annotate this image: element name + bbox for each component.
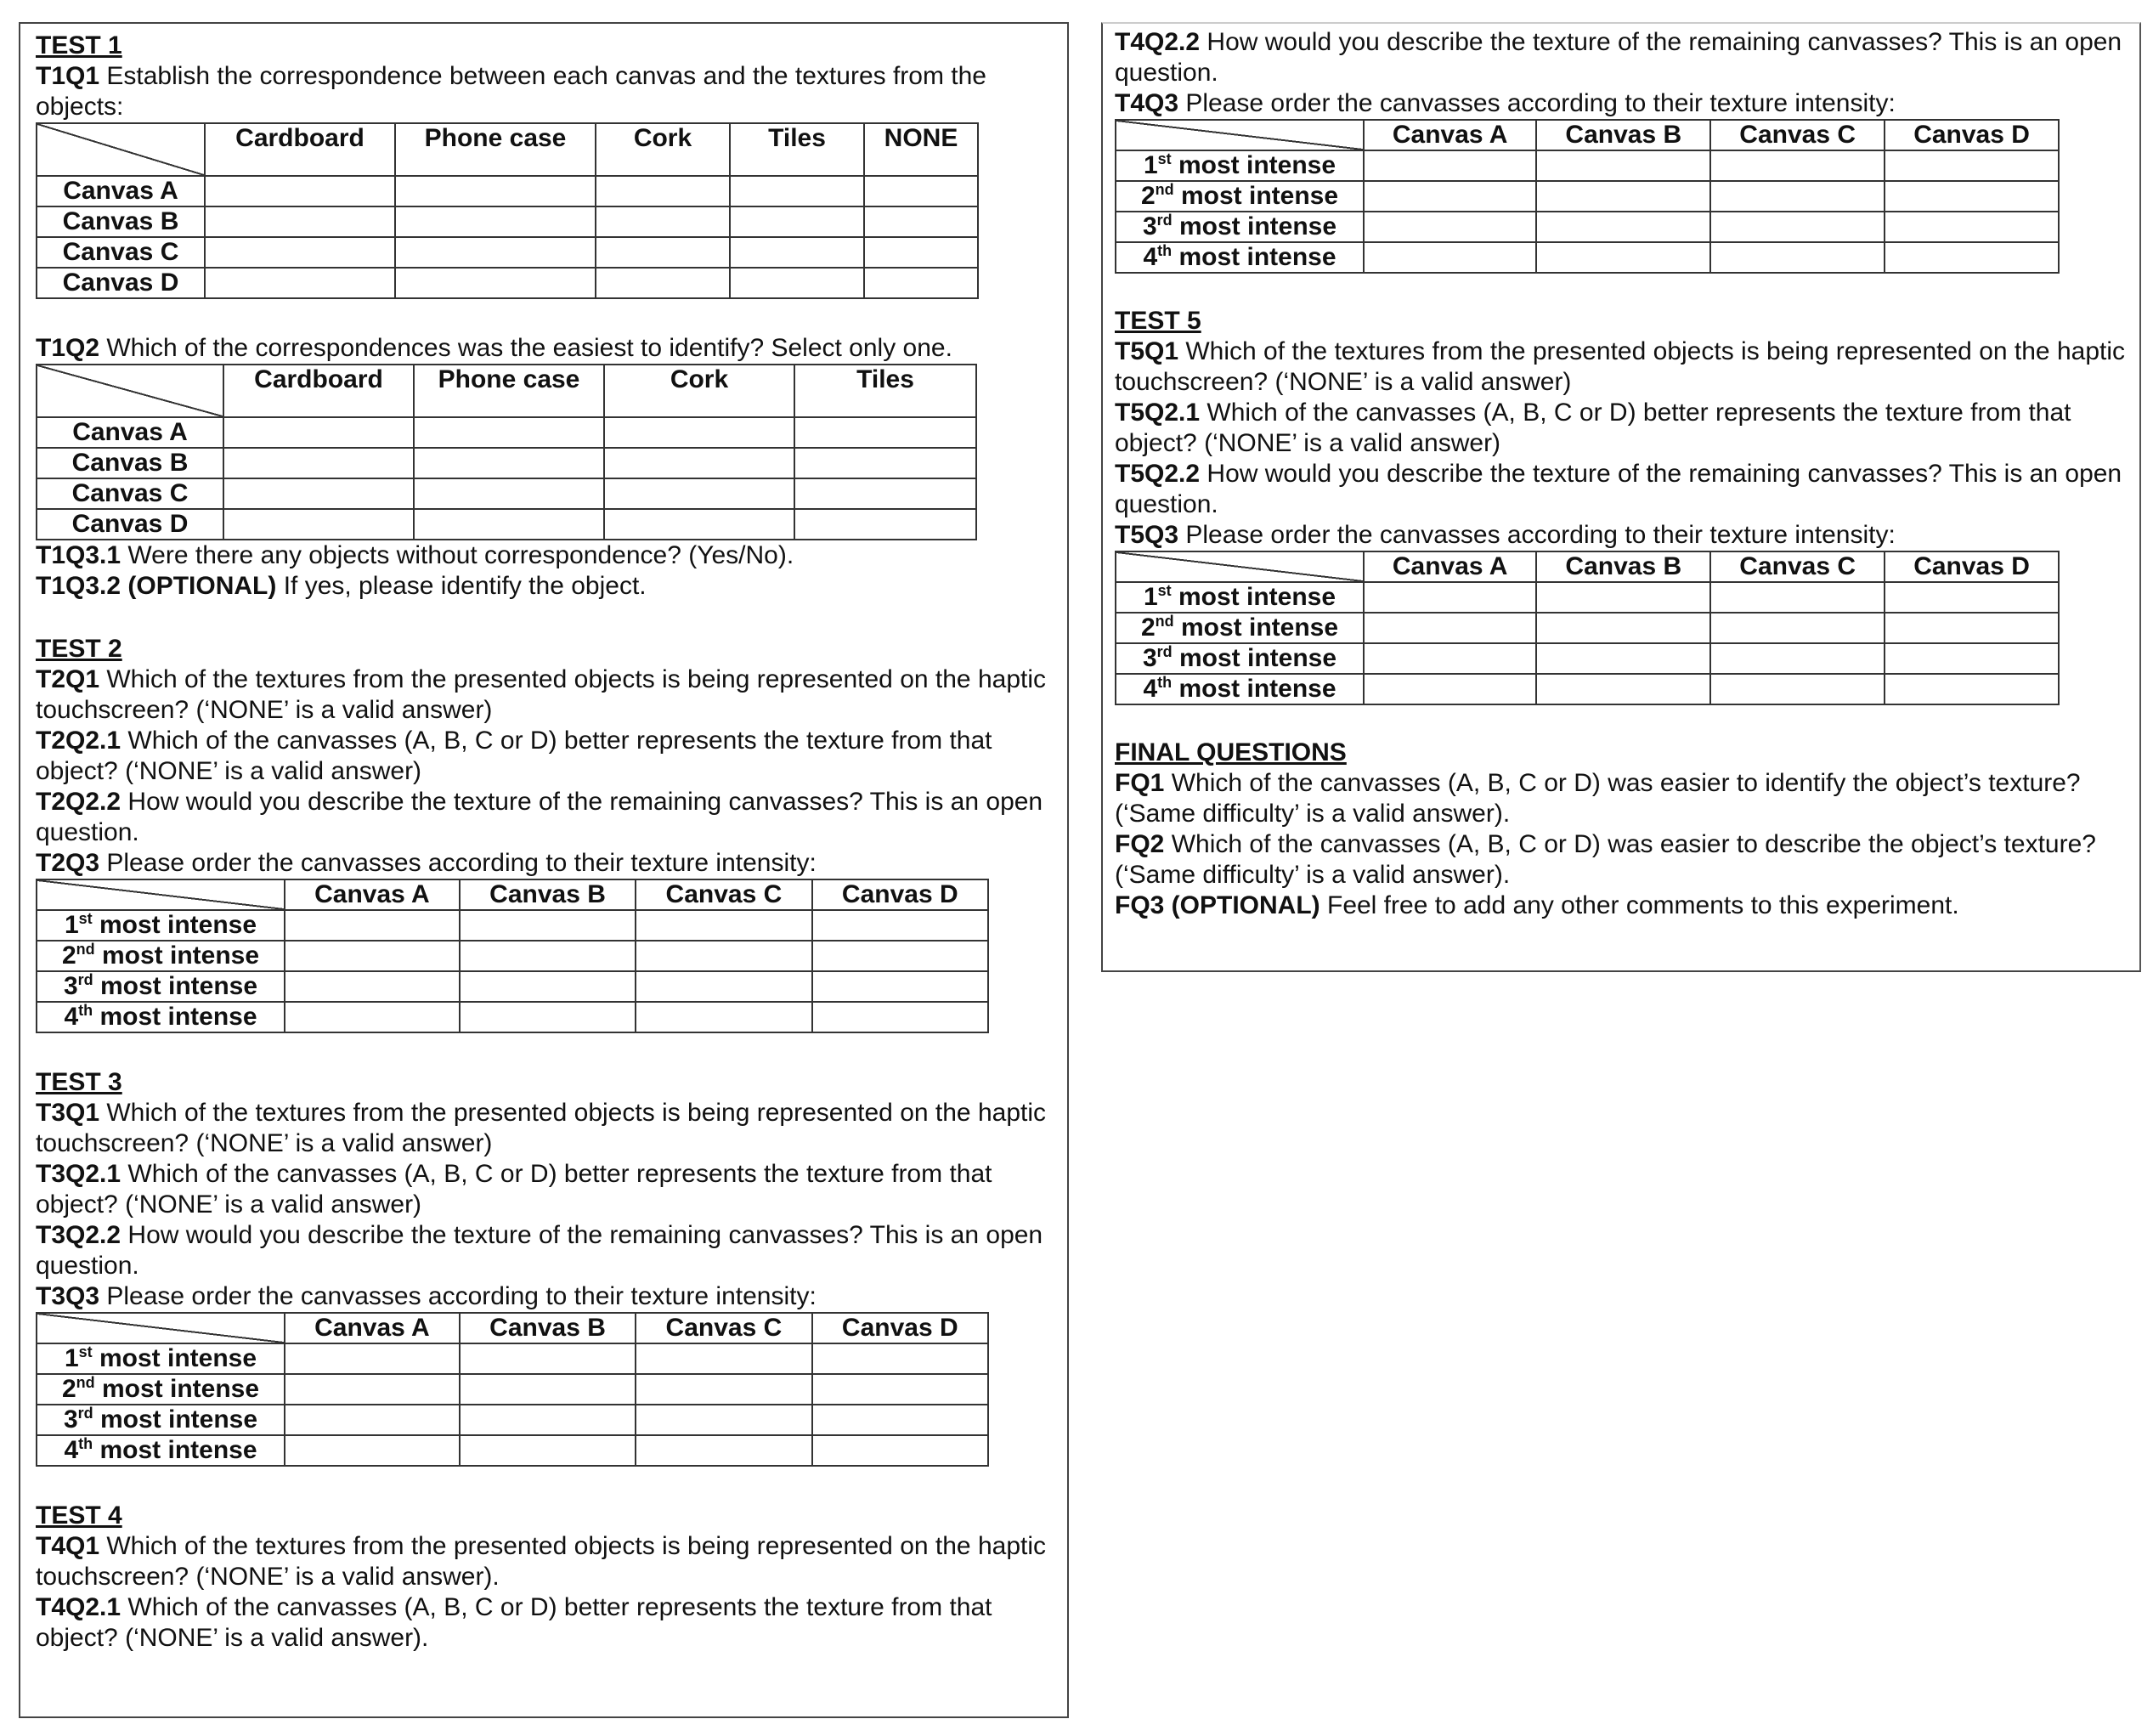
table-corner [1116, 120, 1364, 150]
t3q22-question: T3Q2.2 How would you describe the texture of the remaining canvasses? This is an open question. [36, 1221, 1043, 1280]
table-row [37, 448, 976, 478]
t3q1-question: T3Q1 Which of the textures from the presented objects is being represented on the haptic touchscreen? (‘NONE’ is a valid answer) [36, 1099, 1047, 1157]
answer-cell[interactable] [604, 417, 794, 448]
answer-cell[interactable] [1364, 181, 1536, 212]
t2q3-table [36, 879, 989, 1033]
table-row [37, 206, 978, 237]
row-label: 2nd most intense [1116, 181, 1364, 212]
answer-cell[interactable] [1364, 674, 1536, 704]
answer-cell[interactable] [460, 1435, 636, 1466]
answer-cell[interactable] [636, 1374, 811, 1405]
table-corner [37, 365, 223, 417]
row-label: 2nd most intense [37, 1374, 285, 1405]
row-label: 1st most intense [1116, 582, 1364, 613]
answer-cell[interactable] [414, 478, 604, 509]
answer-cell[interactable] [460, 1374, 636, 1405]
col-header: Canvas A [285, 1313, 460, 1343]
answer-cell[interactable] [285, 971, 460, 1002]
row-label: 4th most intense [37, 1435, 285, 1466]
answer-cell[interactable] [285, 1002, 460, 1032]
answer-cell[interactable] [285, 1435, 460, 1466]
table-row [37, 176, 978, 206]
row-label: 3rd most intense [1116, 643, 1364, 674]
answer-cell[interactable] [460, 941, 636, 971]
col-header: Canvas D [812, 879, 988, 910]
answer-cell[interactable] [864, 176, 978, 206]
t4q3-question: T4Q3 Please order the canvasses according to their texture intensity: [1115, 89, 1896, 117]
col-header: Canvas A [1364, 551, 1536, 582]
answer-cell[interactable] [285, 1343, 460, 1374]
answer-cell[interactable] [285, 1405, 460, 1435]
answer-cell[interactable] [794, 509, 976, 540]
answer-cell[interactable] [1536, 643, 1710, 674]
answer-cell[interactable] [1536, 242, 1710, 273]
answer-cell[interactable] [864, 237, 978, 268]
row-label: Canvas C [37, 237, 205, 268]
left-column [19, 22, 1069, 1718]
answer-cell[interactable] [636, 971, 811, 1002]
answer-cell[interactable] [812, 910, 988, 941]
col-header: Canvas D [1885, 120, 2059, 150]
answer-cell[interactable] [1536, 613, 1710, 643]
answer-cell[interactable] [285, 941, 460, 971]
answer-cell[interactable] [460, 910, 636, 941]
answer-cell[interactable] [1364, 242, 1536, 273]
t1q1-question: T1Q1 Establish the correspondence between each canvas and the textures from the objects: [36, 62, 986, 121]
table-row [1116, 181, 2059, 212]
row-label: 1st most intense [1116, 150, 1364, 181]
table-row [37, 478, 976, 509]
row-label: 1st most intense [37, 1343, 285, 1374]
fq1-question: FQ1 Which of the canvasses (A, B, C or D) was easier to identify the object’s texture? (‘Same difficulty’ is a valid answer). [1115, 769, 2081, 828]
answer-cell[interactable] [460, 971, 636, 1002]
t5q1-question: T5Q1 Which of the textures from the presented objects is being represented on the haptic touchscreen? (‘NONE’ is a valid answer) [1115, 337, 2126, 396]
answer-cell[interactable] [223, 448, 414, 478]
answer-cell[interactable] [604, 509, 794, 540]
final-questions-heading: FINAL QUESTIONS [1115, 738, 1347, 766]
t5q22-question: T5Q2.2 How would you describe the texture of the remaining canvasses? This is an open question. [1115, 460, 2122, 518]
answer-cell[interactable] [812, 1343, 988, 1374]
answer-cell[interactable] [794, 478, 976, 509]
col-header: Tiles [794, 365, 976, 417]
test1-heading: TEST 1 [36, 31, 122, 59]
answer-cell[interactable] [596, 237, 730, 268]
row-label: 3rd most intense [1116, 212, 1364, 242]
table-row [1116, 582, 2059, 613]
t1q31-question: T1Q3.1 Were there any objects without correspondence? (Yes/No). [36, 541, 794, 569]
answer-cell[interactable] [864, 206, 978, 237]
t2q3-question: T2Q3 Please order the canvasses according to their texture intensity: [36, 849, 817, 877]
answer-cell[interactable] [395, 176, 596, 206]
answer-cell[interactable] [223, 509, 414, 540]
col-header: Cork [596, 123, 730, 176]
answer-cell[interactable] [205, 268, 395, 298]
answer-cell[interactable] [636, 910, 811, 941]
answer-cell[interactable] [730, 268, 864, 298]
table-row [37, 1374, 988, 1405]
answer-cell[interactable] [1536, 674, 1710, 704]
col-header: Cork [604, 365, 794, 417]
answer-cell[interactable] [1885, 150, 2059, 181]
answer-cell[interactable] [794, 417, 976, 448]
table-row [1116, 242, 2059, 273]
answer-cell[interactable] [636, 1405, 811, 1435]
answer-cell[interactable] [1885, 643, 2059, 674]
answer-cell[interactable] [1885, 212, 2059, 242]
answer-cell[interactable] [395, 268, 596, 298]
row-label: 3rd most intense [37, 971, 285, 1002]
t2q1-question: T2Q1 Which of the textures from the presented objects is being represented on the haptic touchscreen? (‘NONE’ is a valid answer) [36, 665, 1047, 724]
col-header: Canvas C [1710, 120, 1885, 150]
answer-cell[interactable] [1536, 582, 1710, 613]
answer-cell[interactable] [205, 176, 395, 206]
row-label: Canvas D [37, 509, 223, 540]
test2-heading: TEST 2 [36, 635, 122, 663]
answer-cell[interactable] [636, 1343, 811, 1374]
test3-heading: TEST 3 [36, 1068, 122, 1096]
row-label: Canvas A [37, 176, 205, 206]
t5q21-question: T5Q2.1 Which of the canvasses (A, B, C or D) better represents the texture from that object? (‘NONE’ is a valid answer) [1115, 399, 2071, 457]
answer-cell[interactable] [1710, 674, 1885, 704]
answer-cell[interactable] [812, 971, 988, 1002]
col-header: Canvas B [460, 879, 636, 910]
answer-cell[interactable] [1710, 150, 1885, 181]
t2q21-question: T2Q2.1 Which of the canvasses (A, B, C or D) better represents the texture from that object? (‘NONE’ is a valid answer) [36, 727, 992, 785]
fq2-question: FQ2 Which of the canvasses (A, B, C or D) was easier to describe the object’s texture? (‘Same difficulty’ is a valid answer). [1115, 830, 2096, 889]
t4q1-question: T4Q1 Which of the textures from the presented objects is being represented on the haptic touchscreen? (‘NONE’ is a valid answer). [36, 1532, 1047, 1591]
col-header: Canvas A [285, 879, 460, 910]
col-header: Canvas C [636, 1313, 811, 1343]
answer-cell[interactable] [1885, 582, 2059, 613]
col-header: Canvas D [812, 1313, 988, 1343]
answer-cell[interactable] [864, 268, 978, 298]
t1q2-table [36, 364, 977, 540]
table-row [1116, 674, 2059, 704]
answer-cell[interactable] [636, 1435, 811, 1466]
table-row [37, 971, 988, 1002]
table-corner [1116, 551, 1364, 582]
answer-cell[interactable] [596, 206, 730, 237]
col-header: Phone case [395, 123, 596, 176]
answer-cell[interactable] [1885, 242, 2059, 273]
answer-cell[interactable] [223, 478, 414, 509]
answer-cell[interactable] [730, 176, 864, 206]
table-row [1116, 212, 2059, 242]
col-header: Tiles [730, 123, 864, 176]
t1q1-table [36, 122, 979, 299]
row-label: 3rd most intense [37, 1405, 285, 1435]
table-row [37, 1435, 988, 1466]
answer-cell[interactable] [1364, 212, 1536, 242]
answer-cell[interactable] [596, 268, 730, 298]
table-row [37, 1405, 988, 1435]
table-row [37, 417, 976, 448]
answer-cell[interactable] [604, 478, 794, 509]
table-row [37, 1343, 988, 1374]
row-label: Canvas A [37, 417, 223, 448]
t1q32-question: T1Q3.2 (OPTIONAL) If yes, please identify the object. [36, 572, 647, 600]
answer-cell[interactable] [812, 1405, 988, 1435]
t5q3-question: T5Q3 Please order the canvasses according to their texture intensity: [1115, 521, 1896, 549]
answer-cell[interactable] [395, 237, 596, 268]
table-header-row [37, 879, 988, 910]
col-header: NONE [864, 123, 978, 176]
col-header: Canvas D [1885, 551, 2059, 582]
table-row [37, 1002, 988, 1032]
table-row [1116, 613, 2059, 643]
answer-cell[interactable] [636, 1002, 811, 1032]
answer-cell[interactable] [414, 417, 604, 448]
row-label: 2nd most intense [1116, 613, 1364, 643]
answer-cell[interactable] [1885, 674, 2059, 704]
answer-cell[interactable] [285, 1374, 460, 1405]
col-header: Phone case [414, 365, 604, 417]
answer-cell[interactable] [460, 1343, 636, 1374]
t3q3-table [36, 1312, 989, 1467]
answer-cell[interactable] [1364, 613, 1536, 643]
t1q2-question: T1Q2 Which of the correspondences was the easiest to identify? Select only one. [36, 334, 952, 362]
table-header-row [1116, 551, 2059, 582]
row-label: 4th most intense [37, 1002, 285, 1032]
answer-cell[interactable] [596, 176, 730, 206]
col-header: Cardboard [223, 365, 414, 417]
answer-cell[interactable] [730, 237, 864, 268]
fq3-question: FQ3 (OPTIONAL) Feel free to add any other comments to this experiment. [1115, 891, 1959, 919]
answer-cell[interactable] [285, 910, 460, 941]
t5q3-table [1115, 551, 2060, 705]
row-label: 4th most intense [1116, 242, 1364, 273]
test5-heading: TEST 5 [1115, 307, 1201, 335]
t3q3-question: T3Q3 Please order the canvasses according to their texture intensity: [36, 1282, 817, 1310]
answer-cell[interactable] [1710, 613, 1885, 643]
col-header: Canvas B [460, 1313, 636, 1343]
row-label: Canvas C [37, 478, 223, 509]
table-header-row [1116, 120, 2059, 150]
test4-heading: TEST 4 [36, 1501, 122, 1530]
table-header-row [37, 1313, 988, 1343]
answer-cell[interactable] [1364, 582, 1536, 613]
table-row [37, 237, 978, 268]
t4q3-table [1115, 119, 2060, 274]
table-row [1116, 150, 2059, 181]
answer-cell[interactable] [205, 237, 395, 268]
t4q22-question: T4Q2.2 How would you describe the texture of the remaining canvasses? This is an open question. [1115, 28, 2122, 87]
table-corner [37, 1313, 285, 1343]
table-corner [37, 879, 285, 910]
answer-cell[interactable] [460, 1405, 636, 1435]
answer-cell[interactable] [812, 941, 988, 971]
col-header: Cardboard [205, 123, 395, 176]
col-header: Canvas B [1536, 120, 1710, 150]
answer-cell[interactable] [794, 448, 976, 478]
table-row [37, 941, 988, 971]
answer-cell[interactable] [1885, 613, 2059, 643]
answer-cell[interactable] [1536, 181, 1710, 212]
answer-cell[interactable] [460, 1002, 636, 1032]
answer-cell[interactable] [414, 509, 604, 540]
t4q21-question: T4Q2.1 Which of the canvasses (A, B, C or D) better represents the texture from that object? (‘NONE’ is a valid answer). [36, 1593, 992, 1652]
row-label: Canvas D [37, 268, 205, 298]
answer-cell[interactable] [414, 448, 604, 478]
col-header: Canvas C [1710, 551, 1885, 582]
col-header: Canvas A [1364, 120, 1536, 150]
answer-cell[interactable] [223, 417, 414, 448]
row-label: Canvas B [37, 206, 205, 237]
row-label: Canvas B [37, 448, 223, 478]
answer-cell[interactable] [730, 206, 864, 237]
answer-cell[interactable] [812, 1002, 988, 1032]
answer-cell[interactable] [1536, 150, 1710, 181]
table-row [37, 268, 978, 298]
answer-cell[interactable] [1710, 212, 1885, 242]
answer-cell[interactable] [1710, 643, 1885, 674]
t2q22-question: T2Q2.2 How would you describe the texture of the remaining canvasses? This is an open question. [36, 788, 1043, 846]
table-row [37, 910, 988, 941]
t3q21-question: T3Q2.1 Which of the canvasses (A, B, C or D) better represents the texture from that object? (‘NONE’ is a valid answer) [36, 1160, 992, 1219]
answer-cell[interactable] [604, 448, 794, 478]
answer-cell[interactable] [1710, 181, 1885, 212]
table-corner [37, 123, 205, 176]
answer-cell[interactable] [395, 206, 596, 237]
table-row [1116, 643, 2059, 674]
answer-cell[interactable] [1885, 181, 2059, 212]
answer-cell[interactable] [205, 206, 395, 237]
col-header: Canvas B [1536, 551, 1710, 582]
table-row [37, 509, 976, 540]
answer-cell[interactable] [812, 1374, 988, 1405]
answer-cell[interactable] [1710, 242, 1885, 273]
answer-cell[interactable] [1536, 212, 1710, 242]
col-header: Canvas C [636, 879, 811, 910]
row-label: 2nd most intense [37, 941, 285, 971]
answer-cell[interactable] [636, 941, 811, 971]
answer-cell[interactable] [1364, 150, 1536, 181]
answer-cell[interactable] [1710, 582, 1885, 613]
row-label: 1st most intense [37, 910, 285, 941]
answer-cell[interactable] [812, 1435, 988, 1466]
row-label: 4th most intense [1116, 674, 1364, 704]
right-column [1101, 22, 2141, 972]
answer-cell[interactable] [1364, 643, 1536, 674]
